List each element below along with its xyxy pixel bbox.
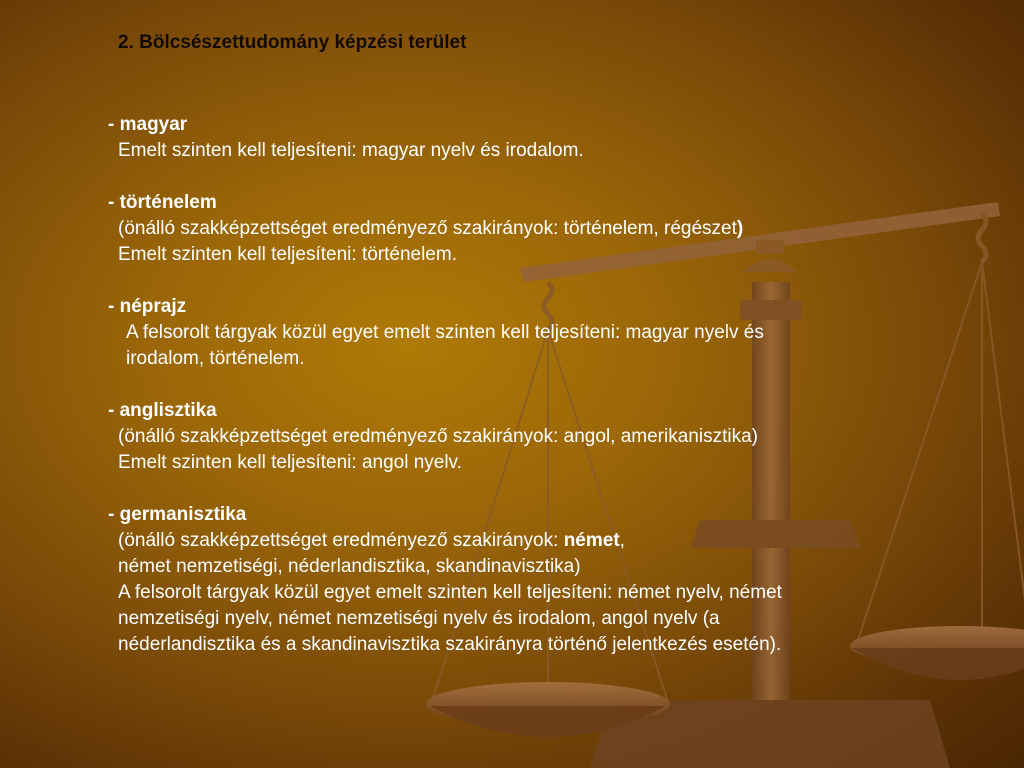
section-line-tail: ,: [619, 530, 625, 551]
section-anglisztika: [108, 398, 928, 476]
section-line-bold: ): [736, 218, 744, 239]
slide-body: [108, 112, 928, 658]
section-magyar: [108, 112, 928, 164]
section-line: néderlandisztika és a skandinavisztika szakirányra történő jelentkezés esetén).: [118, 634, 782, 655]
section-line: [108, 528, 928, 554]
section-line: nemzetiségi nyelv, német nemzetiségi nyelv és irodalom, angol nyelv (a: [118, 608, 720, 629]
section-heading: - germanisztika: [108, 504, 247, 525]
section-neprajz: [108, 294, 928, 372]
section-germanisztika: [108, 502, 928, 658]
section-line: A felsorolt tárgyak közül egyet emelt szinten kell teljesíteni: magyar nyelv és: [126, 322, 764, 343]
slide-title: 2. Bölcsészettudomány képzési terület: [118, 32, 467, 53]
section-heading: - anglisztika: [108, 400, 217, 421]
section-line: irodalom, történelem.: [126, 348, 305, 369]
section-line-text: (önálló szakképzettséget eredményező szakirányok:: [118, 530, 564, 551]
section-line-text: (önálló szakképzettséget eredményező szakirányok: történelem, régészet: [118, 218, 737, 239]
section-line: A felsorolt tárgyak közül egyet emelt szinten kell teljesíteni: német nyelv, német: [118, 582, 782, 603]
section-line: Emelt szinten kell teljesíteni: angol nyelv.: [118, 452, 462, 473]
section-line: Emelt szinten kell teljesíteni: magyar nyelv és irodalom.: [118, 140, 584, 161]
section-heading: - néprajz: [108, 296, 187, 317]
section-tortenelem: [108, 190, 928, 268]
section-heading: - magyar: [108, 114, 188, 135]
section-line: Emelt szinten kell teljesíteni: történelem.: [118, 244, 457, 265]
section-line: [108, 216, 928, 242]
section-line: (önálló szakképzettséget eredményező szakirányok: angol, amerikanisztika): [118, 426, 758, 447]
section-heading: - történelem: [108, 192, 217, 213]
section-line: német nemzetiségi, néderlandisztika, skandinavisztika): [118, 556, 581, 577]
section-line-bold: német: [563, 530, 620, 551]
